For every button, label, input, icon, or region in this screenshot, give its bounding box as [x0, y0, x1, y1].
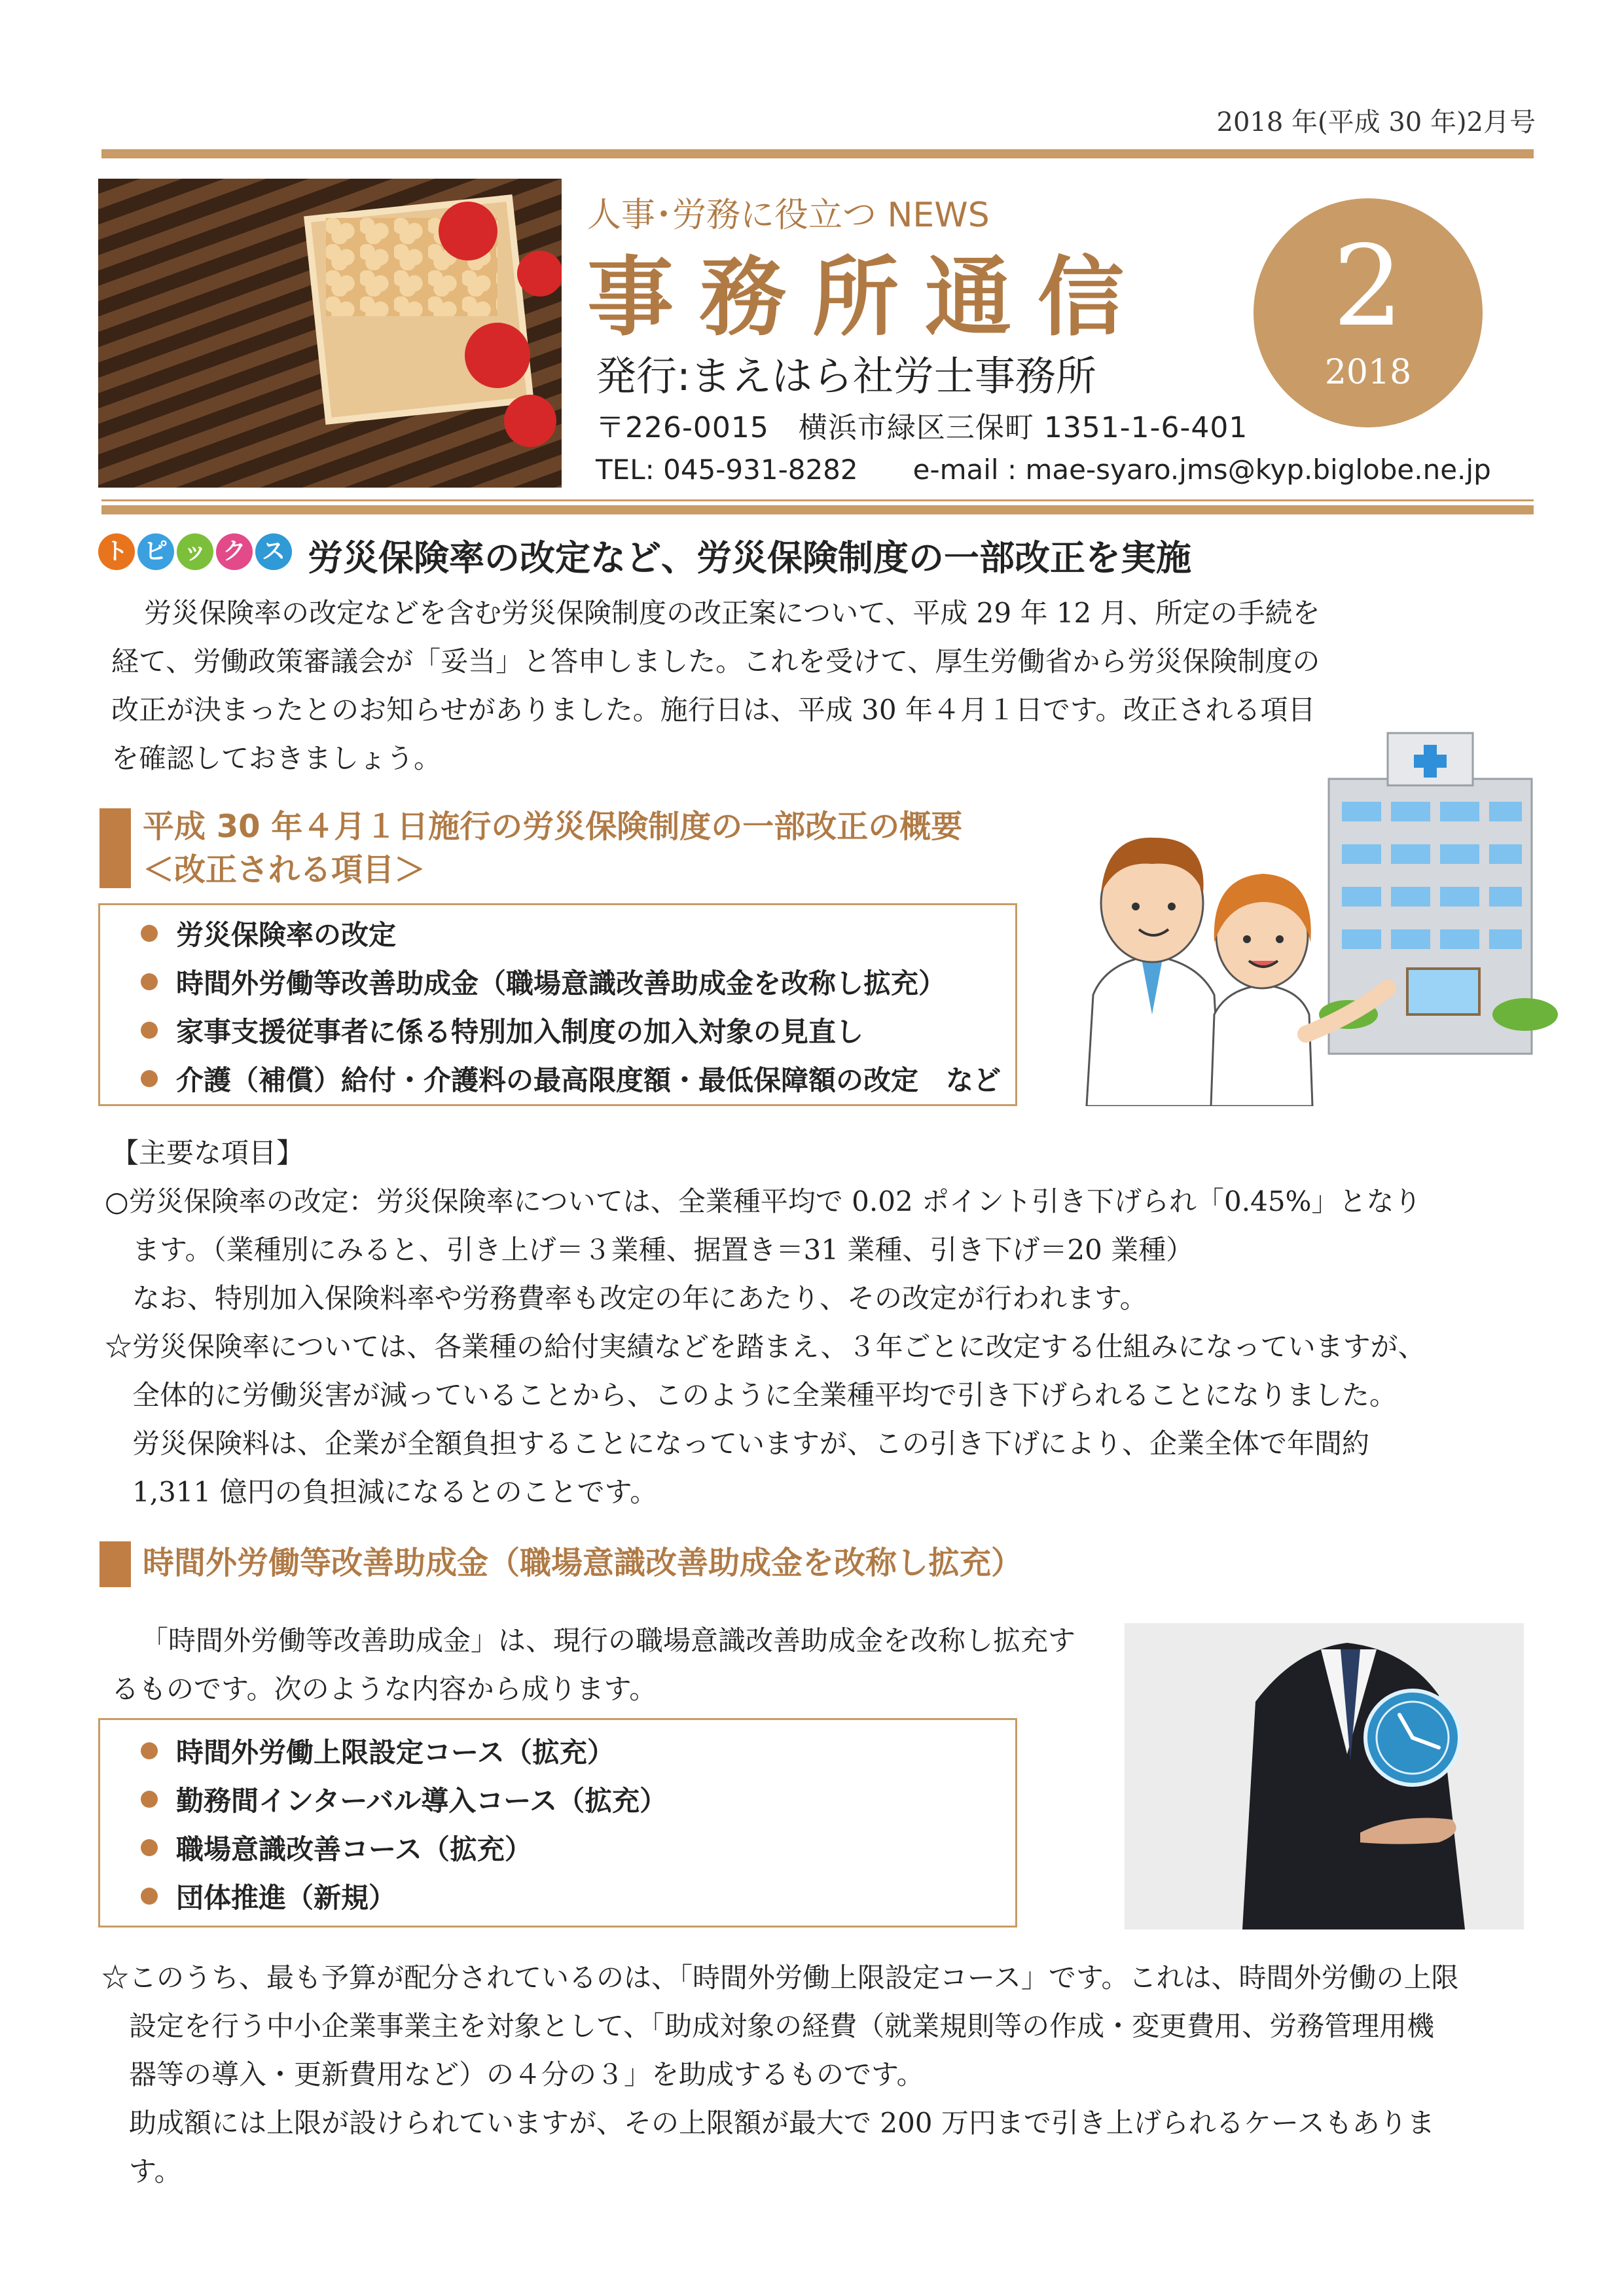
topic-headline: 労災保険率の改定など、労災保険制度の一部改正を実施	[308, 537, 1191, 579]
main-point-line: ます。（業種別にみると、引き上げ＝３業種、据置き＝31 業種、引き下げ＝20 業種）	[105, 1234, 1194, 1266]
topics-badge-char: ク	[216, 533, 253, 570]
plum-blossom	[439, 202, 497, 260]
list-item-text: 家事支援従事者に係る特別加入制度の加入対象の見直し	[176, 1016, 864, 1048]
main-points	[105, 1129, 1519, 1516]
list-item-text: 介護（補償）給付・介護料の最高限度額・最低保障額の改定 など	[176, 1064, 1001, 1096]
intro-line: 労災保険率の改定などを含む労災保険制度の改正案について、平成 29 年 12 月、所定の手続を	[144, 597, 1320, 629]
intro-line: 改正が決まったとのお知らせがありました。施行日は、平成 30 年４月１日です。改正される項目	[111, 694, 1316, 726]
header-bottom-rule	[101, 505, 1534, 514]
bullet-icon	[141, 1791, 158, 1808]
doctors-hospital-illustration	[1080, 726, 1558, 1106]
list-item	[100, 1006, 1015, 1054]
male-doctor	[1087, 838, 1221, 1106]
section1-subtitle: ＜改正される項目＞	[143, 852, 426, 888]
intro-line: 経て、労働政策審議会が「妥当」と答申しました。これを受けて、厚生労働省から労災保険制度の	[111, 645, 1320, 677]
list-item-text: 時間外労働等改善助成金（職場意識改善助成金を改称し拡充）	[176, 967, 947, 999]
list-item-text: 職場意識改善コース（拡充）	[176, 1833, 532, 1865]
closing-notes	[101, 1954, 1528, 2196]
header-top-rule	[101, 149, 1534, 158]
section2-intro-line: 「時間外労働等改善助成金」は、現行の職場意識改善助成金を改称し拡充す	[141, 1624, 1076, 1657]
main-points-heading: 【主要な項目】	[111, 1137, 304, 1169]
list-item	[100, 1872, 1015, 1920]
section2-title: 時間外労働等改善助成金（職場意識改善助成金を改称し拡充）	[143, 1545, 1023, 1581]
closing-line: 設定を行う中小企業事業主を対象として、「助成対象の経費（就業規則等の作成・変更費用、労務管理用機	[101, 2010, 1435, 2042]
list-item-text: 団体推進（新規）	[176, 1882, 397, 1914]
setsubun-beans-photo	[98, 179, 562, 488]
revision-items-box	[98, 903, 1017, 1106]
list-item-text: 勤務間インターバル導入コース（拡充）	[176, 1785, 668, 1817]
closing-line: す。	[101, 2155, 182, 2187]
newsletter-title: 事務所通信	[587, 247, 1150, 348]
section2-intro	[111, 1617, 1119, 1713]
bullet-icon	[141, 1839, 158, 1856]
header-bottom-rule-thin	[101, 499, 1534, 501]
bullet-icon	[141, 925, 158, 942]
list-item-text: 時間外労働上限設定コース（拡充）	[176, 1736, 615, 1768]
main-point-line: ○労災保険率の改定：労災保険率については、全業種平均で 0.02 ポイント引き下げられ「0.45%」となり	[105, 1185, 1422, 1217]
list-item	[100, 1054, 1015, 1103]
main-point-line: ☆労災保険率については、各業種の給付実績などを踏まえ、３年ごとに改定する仕組みになっていますが、	[105, 1331, 1426, 1363]
topics-badge-char: ト	[98, 533, 135, 570]
list-item	[100, 1823, 1015, 1872]
main-point-line: 労災保険料は、企業が全額負担することになっていますが、この引き下げにより、企業全体で年間約	[105, 1427, 1370, 1460]
main-point-line: なお、特別加入保険料率や労務費率も改定の年にあたり、その改定が行われます。	[105, 1282, 1147, 1314]
topics-badge-char: ス	[255, 533, 292, 570]
topics-badge	[98, 533, 292, 570]
list-item	[100, 958, 1015, 1006]
office-contact: TEL: 045-931-8282 e-mail : mae-syaro.jms@kyp.biglobe.ne.jp	[596, 454, 1491, 486]
section-marker	[99, 808, 131, 888]
bullet-icon	[141, 973, 158, 990]
topics-badge-char: ピ	[137, 533, 174, 570]
issue-number: 2	[1332, 222, 1404, 351]
businessman-clock-photo	[1125, 1623, 1524, 1929]
section-marker	[99, 1541, 131, 1587]
topics-badge-char: ッ	[177, 533, 213, 570]
issue-date: 2018 年(平成 30 年)2月号	[1216, 107, 1536, 137]
bullet-icon	[141, 1742, 158, 1759]
closing-line: 器等の導入・更新費用など）の４分の３」を助成するものです。	[101, 2058, 924, 2090]
list-item	[100, 909, 1015, 958]
bullet-icon	[141, 1070, 158, 1087]
main-point-line: 1,311 億円の負担減になるとのことです。	[105, 1476, 658, 1508]
plum-blossom	[504, 395, 556, 447]
section1-title	[143, 805, 962, 891]
closing-line: 助成額には上限が設けられていますが、その上限額が最大で 200 万円まで引き上げられるケースもありま	[101, 2107, 1435, 2139]
bullet-icon	[141, 1888, 158, 1905]
section1-title-line: 平成 30 年４月１日施行の労災保険制度の一部改正の概要	[143, 808, 963, 845]
issue-badge	[1254, 198, 1483, 427]
bullet-icon	[141, 1022, 158, 1039]
list-item-text: 労災保険率の改定	[176, 919, 397, 951]
issue-year: 2018	[1324, 353, 1412, 392]
main-point-line: 全体的に労働災害が減っていることから、このように全業種平均で引き下げられることになりました。	[105, 1379, 1398, 1411]
list-item	[100, 1727, 1015, 1775]
intro-line: を確認しておきましょう。	[111, 742, 442, 774]
header-kicker: 人事･労務に役立つ NEWS	[587, 196, 990, 235]
publisher: 発行:まえはら社労士事務所	[596, 352, 1096, 400]
office-address: 〒226-0015 横浜市緑区三保町 1351-1-6-401	[596, 411, 1248, 444]
section2-intro-line: るものです。次のような内容から成ります。	[111, 1673, 657, 1705]
list-item	[100, 1775, 1015, 1823]
plum-blossom	[517, 251, 562, 296]
plum-blossom	[465, 323, 530, 388]
closing-line: ☆このうち、最も予算が配分されているのは、「時間外労働上限設定コース」です。これは、時間外労働の上限	[101, 1962, 1459, 1994]
subsidy-courses-box	[98, 1718, 1017, 1928]
